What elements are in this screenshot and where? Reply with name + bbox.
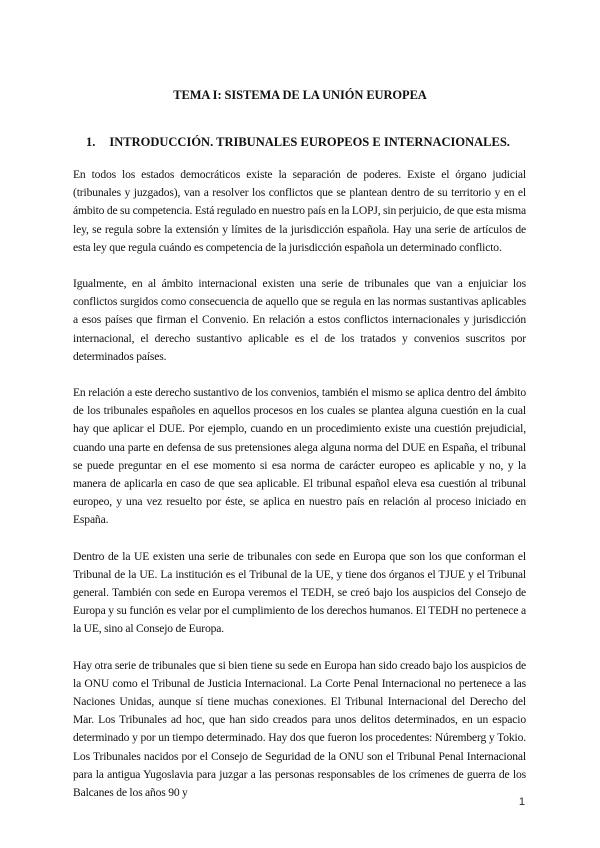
section-number: 1. (86, 135, 96, 149)
paragraph-3: En relación a este derecho sustantivo de los convenios, también el mismo se aplica dentro del ámbito de los tribunales españoles en aquellos procesos en los cuales se plantea alguna cuestión en la cual hay que aplicar el DUE. Por ejemplo, cuando en un procedimiento existe una cuestión prejudicial, cuando una parte en defensa de sus pretensiones alega alguna norma del DUE en España, el tribunal se puede preguntar en el ese momento si esa norma de carácter europeo es aplicable y no, y la manera de aplicarla en caso de que sea aplicable. El tribunal español eleva esa cuestión al tribunal europeo, y una vez resuelto por éste, se aplica en nuestro país en relación al proceso iniciado en España. (73, 386, 526, 527)
paragraph-5: Hay otra serie de tribunales que si bien tiene su sede en Europa han sido creado bajo los auspicios de la ONU como el Tribunal de Justicia Internacional. La Corte Penal Internacional no pertenece a las Naciones Unidas, aunque sí tiene muchas conexiones. El Tribunal Internacional del Derecho del Mar. Los Tribunales ad hoc, que han sido creados para unos delitos determinados, en un espacio determinado y por un tiempo determinado. Hay dos que fueron los procedentes: Núremberg y Tokio. Los Tribunales nacidos por el Consejo de Seguridad de la ONU son el Tribunal Penal Internacional para la antigua Yugoslavia para juzgar a las personas responsables de los crímenes de guerra de los Balcanes de los años 90 y (73, 658, 526, 800)
section-heading (86, 135, 510, 150)
body-text (73, 166, 526, 820)
document-title: TEMA I: SISTEMA DE LA UNIÓN EUROPEA (173, 88, 427, 102)
paragraph-1: En todos los estados democráticos existe la separación de poderes. Existe el órgano judicial (tribunales y juzgados), van a resolver los conflictos que se plantean dentro de su territorio y en el ámbito de su competencia. Está regulado en nuestro país en la LOPJ, sin perjuicio, de que esta misma ley, se regula sobre la extensión y límites de la jurisdicción española. Hay una serie de artículos de esta ley que regula cuándo es competencia de la jurisdicción española un determinado conflicto. (73, 168, 526, 254)
paragraph-4: Dentro de la UE existen una serie de tribunales con sede en Europa que son los que conforman el Tribunal de la UE. La institución es el Tribunal de la UE, y tiene dos órganos el TJUE y el Tribunal general. También con sede en Europa veremos el TEDH, se creó bajo los auspicios del Consejo de Europa y su función es velar por el cumplimiento de los derechos humanos. El TEDH no pertenece a la UE, sino al Consejo de Europa. (73, 549, 526, 636)
page-number: 1 (518, 796, 525, 808)
section-title: INTRODUCCIÓN. TRIBUNALES EUROPEOS E INTERNACIONALES. (109, 135, 510, 149)
paragraph-2: Igualmente, en al ámbito internacional existen una serie de tribunales que van a enjuiciar los conflictos surgidos como consecuencia de aquello que se regula en las normas sustantivas aplicables a esos países que firman el Convenio. En relación a estos conflictos internacionales y jurisdicción internacional, el derecho sustantivo aplicable es el de los tratados y convenios suscritos por determinados países. (73, 277, 526, 363)
